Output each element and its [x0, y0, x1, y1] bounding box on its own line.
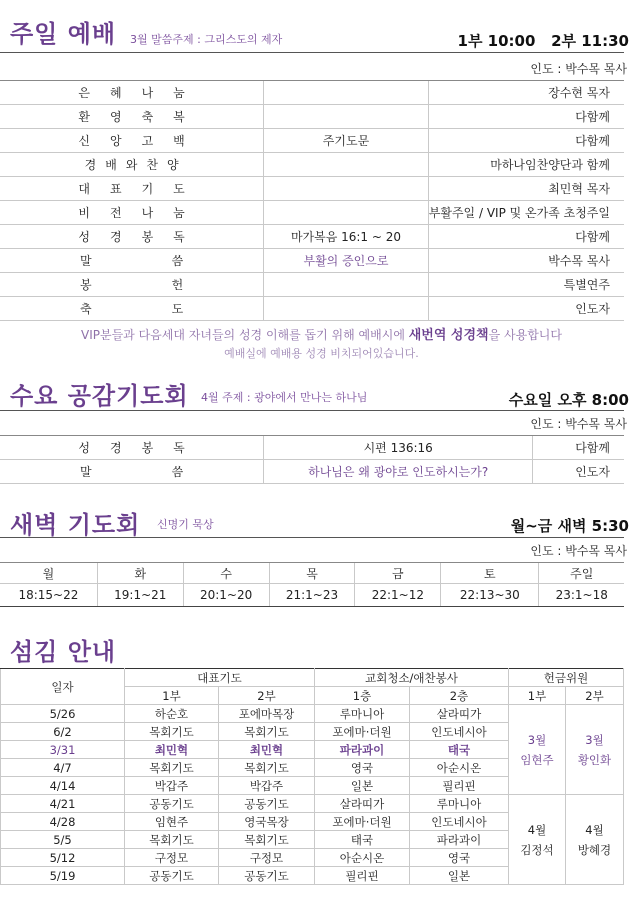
cell-p1: 임현주 [125, 813, 219, 831]
wednesday-theme: 4월 주제 : 광야에서 만나는 하나님 [201, 391, 368, 404]
order-item [0, 297, 264, 321]
cell-p2: 목회기도 [219, 831, 315, 849]
wednesday-title: 수요 공감기도회 [10, 382, 189, 410]
cell-c1: 영국 [315, 759, 410, 777]
day-reading: 19:1~21 [97, 584, 183, 607]
day-header: 토 [441, 563, 539, 584]
order-content [264, 201, 429, 225]
cell-date: 4/21 [1, 795, 125, 813]
order-item [0, 105, 264, 129]
order-item [0, 81, 264, 105]
service-table [0, 668, 624, 885]
day-reading: 22:1~12 [355, 584, 441, 607]
day-header: 수 [183, 563, 269, 584]
cell-p2: 구정모 [219, 849, 315, 867]
order-content: 주기도문 [264, 129, 429, 153]
order-content [264, 153, 429, 177]
order-row [0, 249, 624, 273]
dawn-title: 새벽 기도회 [10, 511, 141, 539]
cell-c1: 아순시온 [315, 849, 410, 867]
order-person: 다함께 [428, 105, 624, 129]
order-row [0, 81, 624, 105]
day-header: 목 [269, 563, 355, 584]
order-person: 다함께 [533, 436, 624, 460]
offering-cell [566, 705, 624, 795]
offering-name: 방혜경 [577, 842, 612, 857]
order-item [0, 249, 264, 273]
cell-c2: 인도네시아 [410, 723, 509, 741]
order-item [0, 273, 264, 297]
cell-p2: 공동기도 [219, 867, 315, 885]
order-content: 부활의 증인으로 [264, 249, 429, 273]
order-person: 인도자 [533, 460, 624, 484]
day-reading: 20:1~20 [183, 584, 269, 607]
order-item-label: 봉헌 [80, 278, 264, 292]
cell-p1: 하순호 [125, 705, 219, 723]
order-item [0, 177, 264, 201]
cell-c2: 태국 [410, 741, 509, 759]
dawn-leader: 인도 : 박수목 목사 [530, 544, 627, 558]
cell-c2: 파라과이 [410, 831, 509, 849]
order-person: 최민혁 목자 [428, 177, 624, 201]
col-header-cleaning: 교회청소/애찬봉사 [315, 669, 509, 687]
cell-c2: 살라띠가 [410, 705, 509, 723]
table-row [1, 795, 624, 813]
offering-cell [509, 795, 566, 885]
sunday-title: 주일 예배 [10, 20, 117, 48]
cell-date: 4/14 [1, 777, 125, 795]
order-item-label: 경배와찬양 [84, 158, 188, 172]
cell-p2: 공동기도 [219, 795, 315, 813]
divider [0, 410, 624, 411]
sunday-leader: 인도 : 박수목 목사 [530, 62, 627, 76]
cell-c1: 일본 [315, 777, 410, 795]
order-item [0, 153, 264, 177]
cell-date: 3/31 [1, 741, 125, 759]
cell-p2: 최민혁 [219, 741, 315, 759]
order-item-label: 환영축복 [78, 110, 205, 124]
cell-p1: 최민혁 [125, 741, 219, 759]
cell-p2: 포에마목장 [219, 705, 315, 723]
order-item-label: 비전나눔 [78, 206, 205, 220]
col-header-date: 일자 [1, 669, 125, 705]
order-content: 마가복음 16:1 ~ 20 [264, 225, 429, 249]
order-item [0, 460, 264, 484]
day-reading: 22:13~30 [441, 584, 539, 607]
divider [0, 52, 624, 53]
cell-p1: 목회기도 [125, 723, 219, 741]
offering-cell [509, 705, 566, 795]
dawn-time: 월~금 새벽 5:30 [510, 517, 629, 535]
sunday-order-table [0, 81, 624, 321]
order-item-label: 성경봉독 [78, 230, 205, 244]
order-row [0, 436, 624, 460]
order-item-label: 말씀 [80, 254, 264, 268]
order-row [0, 225, 624, 249]
order-item-label: 축도 [80, 302, 264, 316]
cell-c1: 파라과이 [315, 741, 410, 759]
order-item [0, 129, 264, 153]
order-row [0, 105, 624, 129]
day-header: 금 [355, 563, 441, 584]
order-content [264, 177, 429, 201]
bible-note-highlight: 새번역 성경책 [408, 328, 489, 343]
offering-name: 김정석 [520, 842, 554, 857]
col-header-offering-2: 2부 [566, 687, 624, 705]
bible-note-text: VIP분들과 다음세대 자녀들의 성경 이해를 돕기 위해 예배시에 [81, 328, 409, 342]
order-person: 인도자 [428, 297, 624, 321]
order-row [0, 273, 624, 297]
order-item [0, 436, 264, 460]
order-person: 다함께 [428, 129, 624, 153]
cell-date: 6/2 [1, 723, 125, 741]
cell-date: 5/5 [1, 831, 125, 849]
cell-date: 5/12 [1, 849, 125, 867]
cell-c1: 살라띠가 [315, 795, 410, 813]
offering-cell [566, 795, 624, 885]
service-title: 섬김 안내 [10, 638, 117, 666]
cell-p2: 영국목장 [219, 813, 315, 831]
divider [0, 537, 624, 538]
dawn-schedule-table [0, 563, 624, 607]
cell-c1: 포에마·더원 [315, 723, 410, 741]
offering-month: 3월 [527, 732, 547, 747]
bible-note-text-end: 을 사용합니다 [488, 328, 562, 342]
cell-p1: 박갑주 [125, 777, 219, 795]
wednesday-order-table [0, 436, 624, 484]
offering-month: 4월 [527, 822, 547, 837]
wednesday-time: 수요일 오후 8:00 [508, 391, 629, 409]
order-item-label: 말씀 [80, 465, 264, 479]
offering-name: 황인화 [577, 752, 612, 767]
offering-month: 4월 [585, 822, 604, 837]
cell-p2: 목회기도 [219, 759, 315, 777]
cell-p2: 박갑주 [219, 777, 315, 795]
order-row [0, 153, 624, 177]
day-header: 화 [97, 563, 183, 584]
cell-c1: 루마니아 [315, 705, 410, 723]
cell-c1: 포에마·더원 [315, 813, 410, 831]
order-person: 다함께 [428, 225, 624, 249]
bible-note-sub: 예배실에 예배용 성경 비치되어있습니다. [224, 347, 419, 360]
day-reading: 23:1~18 [539, 584, 624, 607]
order-content: 하나님은 왜 광야로 인도하시는가? [264, 460, 533, 484]
order-item-label: 신앙고백 [78, 134, 205, 148]
order-row [0, 129, 624, 153]
cell-date: 4/7 [1, 759, 125, 777]
col-header-prayer: 대표기도 [125, 669, 315, 687]
cell-date: 4/28 [1, 813, 125, 831]
day-header: 주일 [539, 563, 624, 584]
bible-note [0, 324, 643, 343]
cell-c2: 인도네시아 [410, 813, 509, 831]
cell-p1: 목회기도 [125, 831, 219, 849]
cell-c1: 필리핀 [315, 867, 410, 885]
order-item-label: 대표기도 [78, 182, 205, 196]
cell-p1: 공동기도 [125, 867, 219, 885]
order-content [264, 105, 429, 129]
cell-c2: 영국 [410, 849, 509, 867]
wednesday-leader: 인도 : 박수목 목사 [530, 417, 627, 431]
cell-c2: 루마니아 [410, 795, 509, 813]
sunday-time: 1부 10:00 2부 11:30 [457, 32, 629, 50]
cell-c2: 필리핀 [410, 777, 509, 795]
day-header: 월 [0, 563, 97, 584]
order-person: 박수목 목사 [428, 249, 624, 273]
day-reading: 18:15~22 [0, 584, 97, 607]
sunday-theme: 3월 말씀주제 : 그리스도의 제자 [130, 33, 283, 46]
order-person: 부활주일 / VIP 및 온가족 초청주일 [428, 201, 624, 225]
cell-p2: 목회기도 [219, 723, 315, 741]
col-header-offering-1: 1부 [509, 687, 566, 705]
col-header-floor-2: 2층 [410, 687, 509, 705]
order-person: 장수현 목자 [428, 81, 624, 105]
order-item-label: 은혜나눔 [78, 86, 205, 100]
order-item [0, 201, 264, 225]
order-person: 마하나임찬양단과 함께 [428, 153, 624, 177]
cell-p1: 공동기도 [125, 795, 219, 813]
cell-c1: 태국 [315, 831, 410, 849]
cell-date: 5/19 [1, 867, 125, 885]
order-content [264, 81, 429, 105]
order-item [0, 225, 264, 249]
table-row [1, 705, 624, 723]
col-header-offering: 헌금위원 [509, 669, 624, 687]
dawn-theme: 신명기 묵상 [157, 518, 214, 531]
order-person: 특별연주 [428, 273, 624, 297]
order-row [0, 201, 624, 225]
order-row [0, 297, 624, 321]
order-content: 시편 136:16 [264, 436, 533, 460]
cell-date: 5/26 [1, 705, 125, 723]
cell-c2: 아순시온 [410, 759, 509, 777]
order-item-label: 성경봉독 [78, 441, 205, 455]
order-row [0, 460, 624, 484]
order-row [0, 177, 624, 201]
cell-c2: 일본 [410, 867, 509, 885]
col-header-floor-1: 1층 [315, 687, 410, 705]
order-content [264, 273, 429, 297]
cell-p1: 구정모 [125, 849, 219, 867]
offering-name: 임현주 [520, 752, 554, 767]
day-reading: 21:1~23 [269, 584, 355, 607]
col-header-prayer-1: 1부 [125, 687, 219, 705]
col-header-prayer-2: 2부 [219, 687, 315, 705]
cell-p1: 목회기도 [125, 759, 219, 777]
offering-month: 3월 [585, 732, 604, 747]
order-content [264, 297, 429, 321]
